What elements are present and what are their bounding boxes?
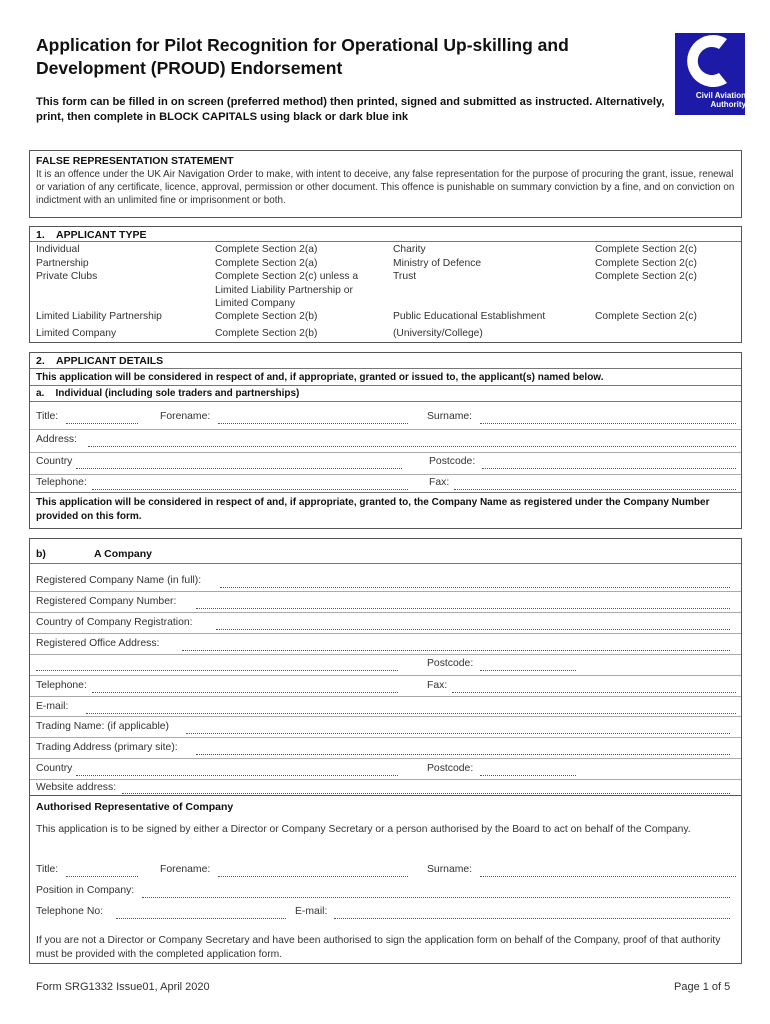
applicant-details-note: This application will be considered in respect of and, if appropriate, granted or issued to, the applicant(s) named below.	[36, 372, 604, 383]
company-email-label: E-mail:	[36, 701, 69, 712]
type-charity: Charity	[393, 244, 426, 255]
form-title: Application for Pilot Recognition for Operational Up-skilling and Development (PROUD) Endorsement	[36, 35, 569, 78]
caa-logo-text	[674, 91, 746, 109]
applicant-type-heading: 1. APPLICANT TYPE	[36, 229, 147, 241]
trading-name-field[interactable]	[186, 733, 730, 734]
address-label: Address:	[36, 434, 78, 445]
applicant-details-heading: 2. APPLICANT DETAILS	[36, 355, 164, 367]
website-label: Website address:	[36, 782, 117, 793]
action-pee: Complete Section 2(c)	[595, 311, 697, 322]
type-mod: Ministry of Defence	[393, 258, 482, 269]
forename-label: Forename:	[160, 411, 211, 422]
authorised-rep-section	[29, 796, 742, 964]
trading-address-label: Trading Address (primary site):	[36, 742, 178, 753]
title-label: Title:	[36, 411, 59, 422]
type-individual: Individual	[36, 244, 80, 255]
rep-position-label: Position in Company:	[36, 885, 135, 896]
company-email-field[interactable]	[86, 713, 736, 714]
individual-subheading: a. Individual (including sole traders and partnerships)	[36, 388, 300, 399]
company-postcode-label: Postcode:	[427, 658, 474, 669]
action-mod: Complete Section 2(c)	[595, 258, 697, 269]
rep-position-field[interactable]	[142, 897, 730, 898]
rep-telephone-field[interactable]	[116, 918, 286, 919]
postcode-label: Postcode:	[429, 456, 476, 467]
applicant-details-section	[29, 352, 742, 529]
rep-forename-label: Forename:	[160, 864, 211, 875]
rep-email-label: E-mail:	[295, 906, 328, 917]
country-reg-field[interactable]	[216, 629, 730, 630]
postcode-field[interactable]	[482, 468, 736, 469]
telephone-label: Telephone:	[36, 477, 87, 488]
company-fax-label: Fax:	[427, 680, 448, 691]
type-pee: Public Educational Establishment	[393, 311, 546, 322]
page-number: Page 1 of 5	[674, 981, 731, 993]
telephone-field[interactable]	[92, 489, 408, 490]
company-fax-field[interactable]	[452, 692, 736, 693]
type-limited-company: Limited Company	[36, 328, 117, 339]
website-field[interactable]	[122, 793, 730, 794]
trading-name-label: Trading Name: (if applicable)	[36, 721, 170, 732]
trading-address-field[interactable]	[196, 754, 730, 755]
reg-name-label: Registered Company Name (in full):	[36, 575, 202, 586]
company-country-field[interactable]	[76, 775, 398, 776]
type-llp: Limited Liability Partnership	[36, 311, 162, 322]
company-heading-letter: b)	[36, 548, 46, 560]
company-telephone-label: Telephone:	[36, 680, 87, 691]
company-postcode-field[interactable]	[480, 670, 576, 671]
form-reference: Form SRG1332 Issue01, April 2020	[36, 981, 210, 993]
false-rep-body: It is an offence under the UK Air Navigation Order to make, with intent to deceive, any false representation for the purpose of procuring the grant, issue, renewal or variation of any certificate, licence, approval, permission or other document. This offence is punishable on summary conviction by a fine, and on conviction on indictment with an unlimited fine or imprisonment or both.	[36, 169, 735, 206]
action-private-clubs: Complete Section 2(c) unless a Limited Liability Partnership or Limited Company	[215, 271, 359, 309]
company-telephone-field[interactable]	[92, 692, 398, 693]
form-intro: This form can be filled in on screen (preferred method) then printed, signed and submitted as instructed. Alternatively, print, then complete in BLOCK CAPITALS using black or dark blue ink	[36, 96, 665, 123]
rep-surname-label: Surname:	[427, 864, 473, 875]
rep-title-label: Title:	[36, 864, 59, 875]
action-individual: Complete Section 2(a)	[215, 244, 318, 255]
rep-email-field[interactable]	[334, 918, 730, 919]
auth-rep-heading: Authorised Representative of Company	[36, 801, 234, 813]
type-partnership: Partnership	[36, 258, 89, 269]
title-field[interactable]	[66, 423, 138, 424]
rep-telephone-label: Telephone No:	[36, 906, 104, 917]
false-rep-heading: FALSE REPRESENTATION STATEMENT	[36, 155, 234, 167]
logo-line-1: Civil Aviation	[695, 91, 746, 100]
type-trust: Trust	[393, 271, 417, 282]
company-heading: A Company	[94, 548, 152, 560]
reg-number-field[interactable]	[196, 608, 730, 609]
fax-field[interactable]	[454, 489, 736, 490]
rep-forename-field[interactable]	[218, 876, 408, 877]
country-label: Country	[36, 456, 73, 467]
rep-surname-field[interactable]	[480, 876, 736, 877]
type-pee-line2: (University/College)	[393, 328, 483, 339]
company-section	[29, 538, 742, 796]
action-trust: Complete Section 2(c)	[595, 271, 697, 282]
reg-office-line2-field[interactable]	[36, 670, 398, 671]
action-charity: Complete Section 2(c)	[595, 244, 697, 255]
company-country-label: Country	[36, 763, 73, 774]
reg-office-field[interactable]	[182, 650, 730, 651]
surname-label: Surname:	[427, 411, 473, 422]
company-postcode2-label: Postcode:	[427, 763, 474, 774]
action-partnership: Complete Section 2(a)	[215, 258, 318, 269]
applicant-type-section	[29, 226, 742, 343]
rep-title-field[interactable]	[66, 876, 138, 877]
country-reg-label: Country of Company Registration:	[36, 617, 193, 628]
company-note: This application will be considered in respect of and, if appropriate, granted to, the Company Name as registered under the Company Number provided on this form.	[36, 497, 710, 522]
country-field[interactable]	[76, 468, 402, 469]
fax-label: Fax:	[429, 477, 450, 488]
false-representation-box	[29, 150, 742, 218]
company-postcode2-field[interactable]	[480, 775, 576, 776]
action-limited-company: Complete Section 2(b)	[215, 328, 318, 339]
reg-office-label: Registered Office Address:	[36, 638, 160, 649]
type-private-clubs: Private Clubs	[36, 271, 98, 282]
address-field[interactable]	[88, 446, 736, 447]
auth-rep-footer-note: If you are not a Director or Company Secretary and have been authorised to sign the application form on behalf of the Company, proof of that authority must be provided with the completed application form.	[36, 935, 721, 960]
action-llp: Complete Section 2(b)	[215, 311, 318, 322]
reg-number-label: Registered Company Number:	[36, 596, 177, 607]
forename-field[interactable]	[218, 423, 408, 424]
auth-rep-body: This application is to be signed by either a Director or Company Secretary or a person authorised by the Board to act on behalf of the Company.	[36, 824, 691, 835]
surname-field[interactable]	[480, 423, 736, 424]
reg-name-field[interactable]	[220, 587, 730, 588]
logo-line-2: Authority	[710, 100, 746, 109]
